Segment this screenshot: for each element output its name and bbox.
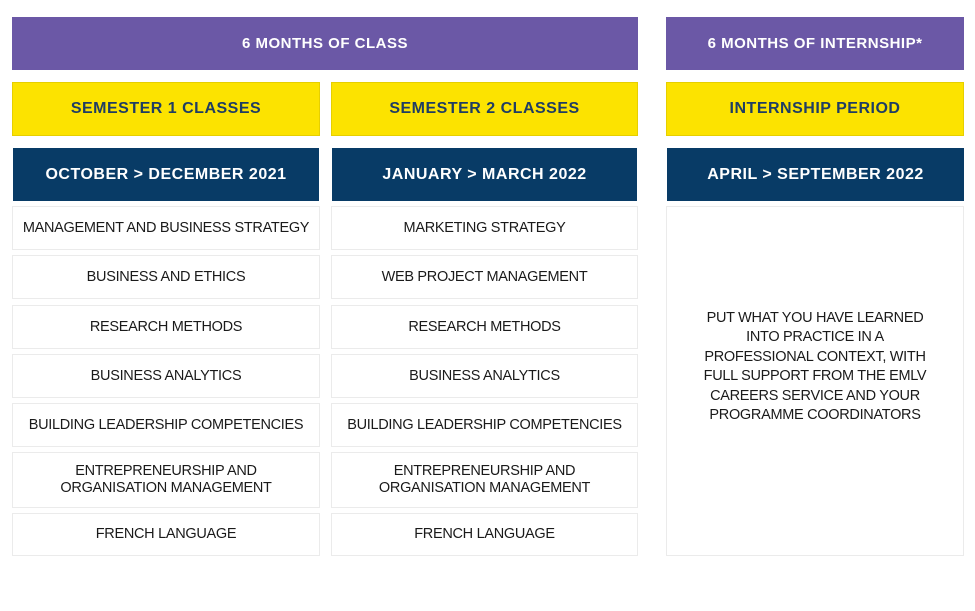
course-item: RESEARCH METHODS xyxy=(331,305,638,349)
semester-2-period: JANUARY > MARCH 2022 xyxy=(332,148,637,201)
course-item: ENTREPRENEURSHIP AND ORGANISATION MANAGEMENT xyxy=(12,452,320,508)
course-item: RESEARCH METHODS xyxy=(12,305,320,349)
course-item: MANAGEMENT AND BUSINESS STRATEGY xyxy=(12,206,320,250)
semester-2-title: SEMESTER 2 CLASSES xyxy=(331,82,638,136)
course-item: BUSINESS AND ETHICS xyxy=(12,255,320,299)
internship-description: PUT WHAT YOU HAVE LEARNED INTO PRACTICE IN A PROFESSIONAL CONTEXT, WITH FULL SUPPORT FROM THE EMLV CAREERS SERVICE AND YOUR PROGRAMME COORDINATORS xyxy=(703,309,927,423)
course-item: BUSINESS ANALYTICS xyxy=(12,354,320,398)
internship-title: INTERNSHIP PERIOD xyxy=(666,82,964,136)
internship-period: APRIL > SEPTEMBER 2022 xyxy=(667,148,964,201)
semester-1-title: SEMESTER 1 CLASSES xyxy=(12,82,320,136)
course-item: ENTREPRENEURSHIP AND ORGANISATION MANAGEMENT xyxy=(331,452,638,508)
internship-months-header: 6 MONTHS OF INTERNSHIP* xyxy=(666,17,964,70)
course-item: FRENCH LANGUAGE xyxy=(12,513,320,556)
course-item: MARKETING STRATEGY xyxy=(331,206,638,250)
internship-description-box xyxy=(666,206,964,556)
course-item: BUSINESS ANALYTICS xyxy=(331,354,638,398)
course-item: FRENCH LANGUAGE xyxy=(331,513,638,556)
semester-1-period: OCTOBER > DECEMBER 2021 xyxy=(13,148,319,201)
course-item: BUILDING LEADERSHIP COMPETENCIES xyxy=(12,403,320,447)
course-item: BUILDING LEADERSHIP COMPETENCIES xyxy=(331,403,638,447)
course-item: WEB PROJECT MANAGEMENT xyxy=(331,255,638,299)
class-months-header: 6 MONTHS OF CLASS xyxy=(12,17,638,70)
